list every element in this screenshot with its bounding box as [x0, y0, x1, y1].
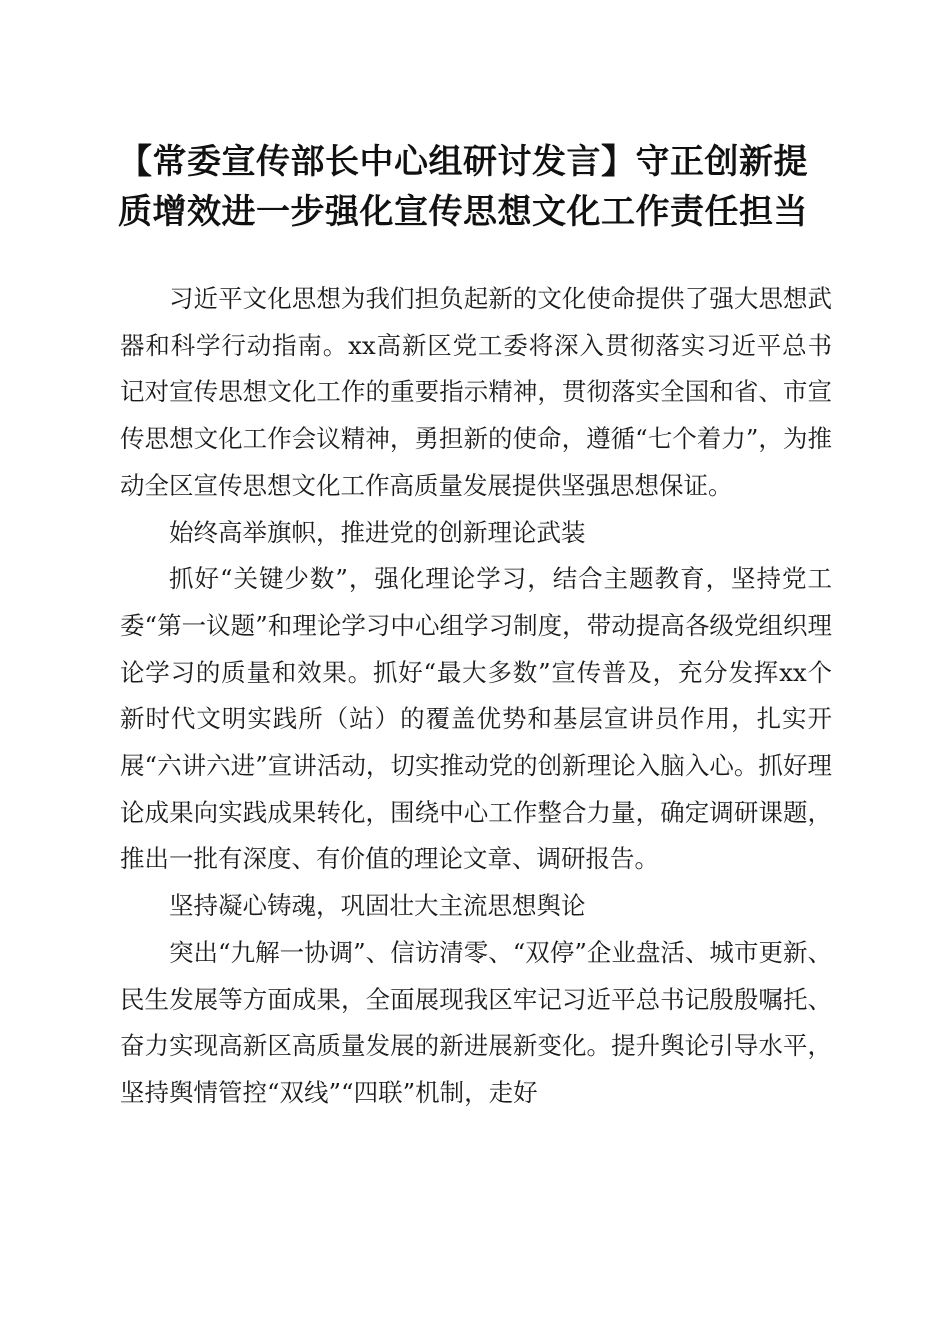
document-title: 【常委宣传部长中心组研讨发言】守正创新提质增效进一步强化宣传思想文化工作责任担当: [118, 142, 808, 232]
section-heading: 始终高举旗帜，推进党的创新理论武装: [169, 517, 586, 547]
body-paragraph: 抓好“关键少数”，强化理论学习，结合主题教育，坚持党工委“第一议题”和理论学习中心组学习制度，带动提高各级党组织理论学习的质量和效果。抓好“最大多数”宣传普及，充分发挥xx个新时代文明实践所（站）的覆盖优势和基层宣讲员作用，扎实开展“六讲六进”宣讲活动，切实推动党的创新理论入脑入心。抓好理论成果向实践成果转化，围绕中心工作整合力量，确定调研课题，推出一批有深度、有价值的理论文章、调研报告。: [120, 564, 832, 874]
section-heading: 坚持凝心铸魂，巩固壮大主流思想舆论: [169, 891, 586, 921]
document-body: [120, 276, 832, 1117]
body-paragraph: 习近平文化思想为我们担负起新的文化使命提供了强大思想武器和科学行动指南。xx高新区党工委将深入贯彻落实习近平总书记对宣传思想文化工作的重要指示精神，贯彻落实全国和省、市宣传思想文化工作会议精神，勇担新的使命，遵循“七个着力”，为推动全区宣传思想文化工作高质量发展提供坚强思想保证。: [120, 284, 832, 500]
body-paragraph: 突出“九解一协调”、信访清零、“双停”企业盘活、城市更新、民生发展等方面成果，全面展现我区牢记习近平总书记殷殷嘱托、奋力实现高新区高质量发展的新进展新变化。提升舆论引导水平，坚持舆情管控“双线”“四联”机制，走好: [120, 937, 832, 1107]
